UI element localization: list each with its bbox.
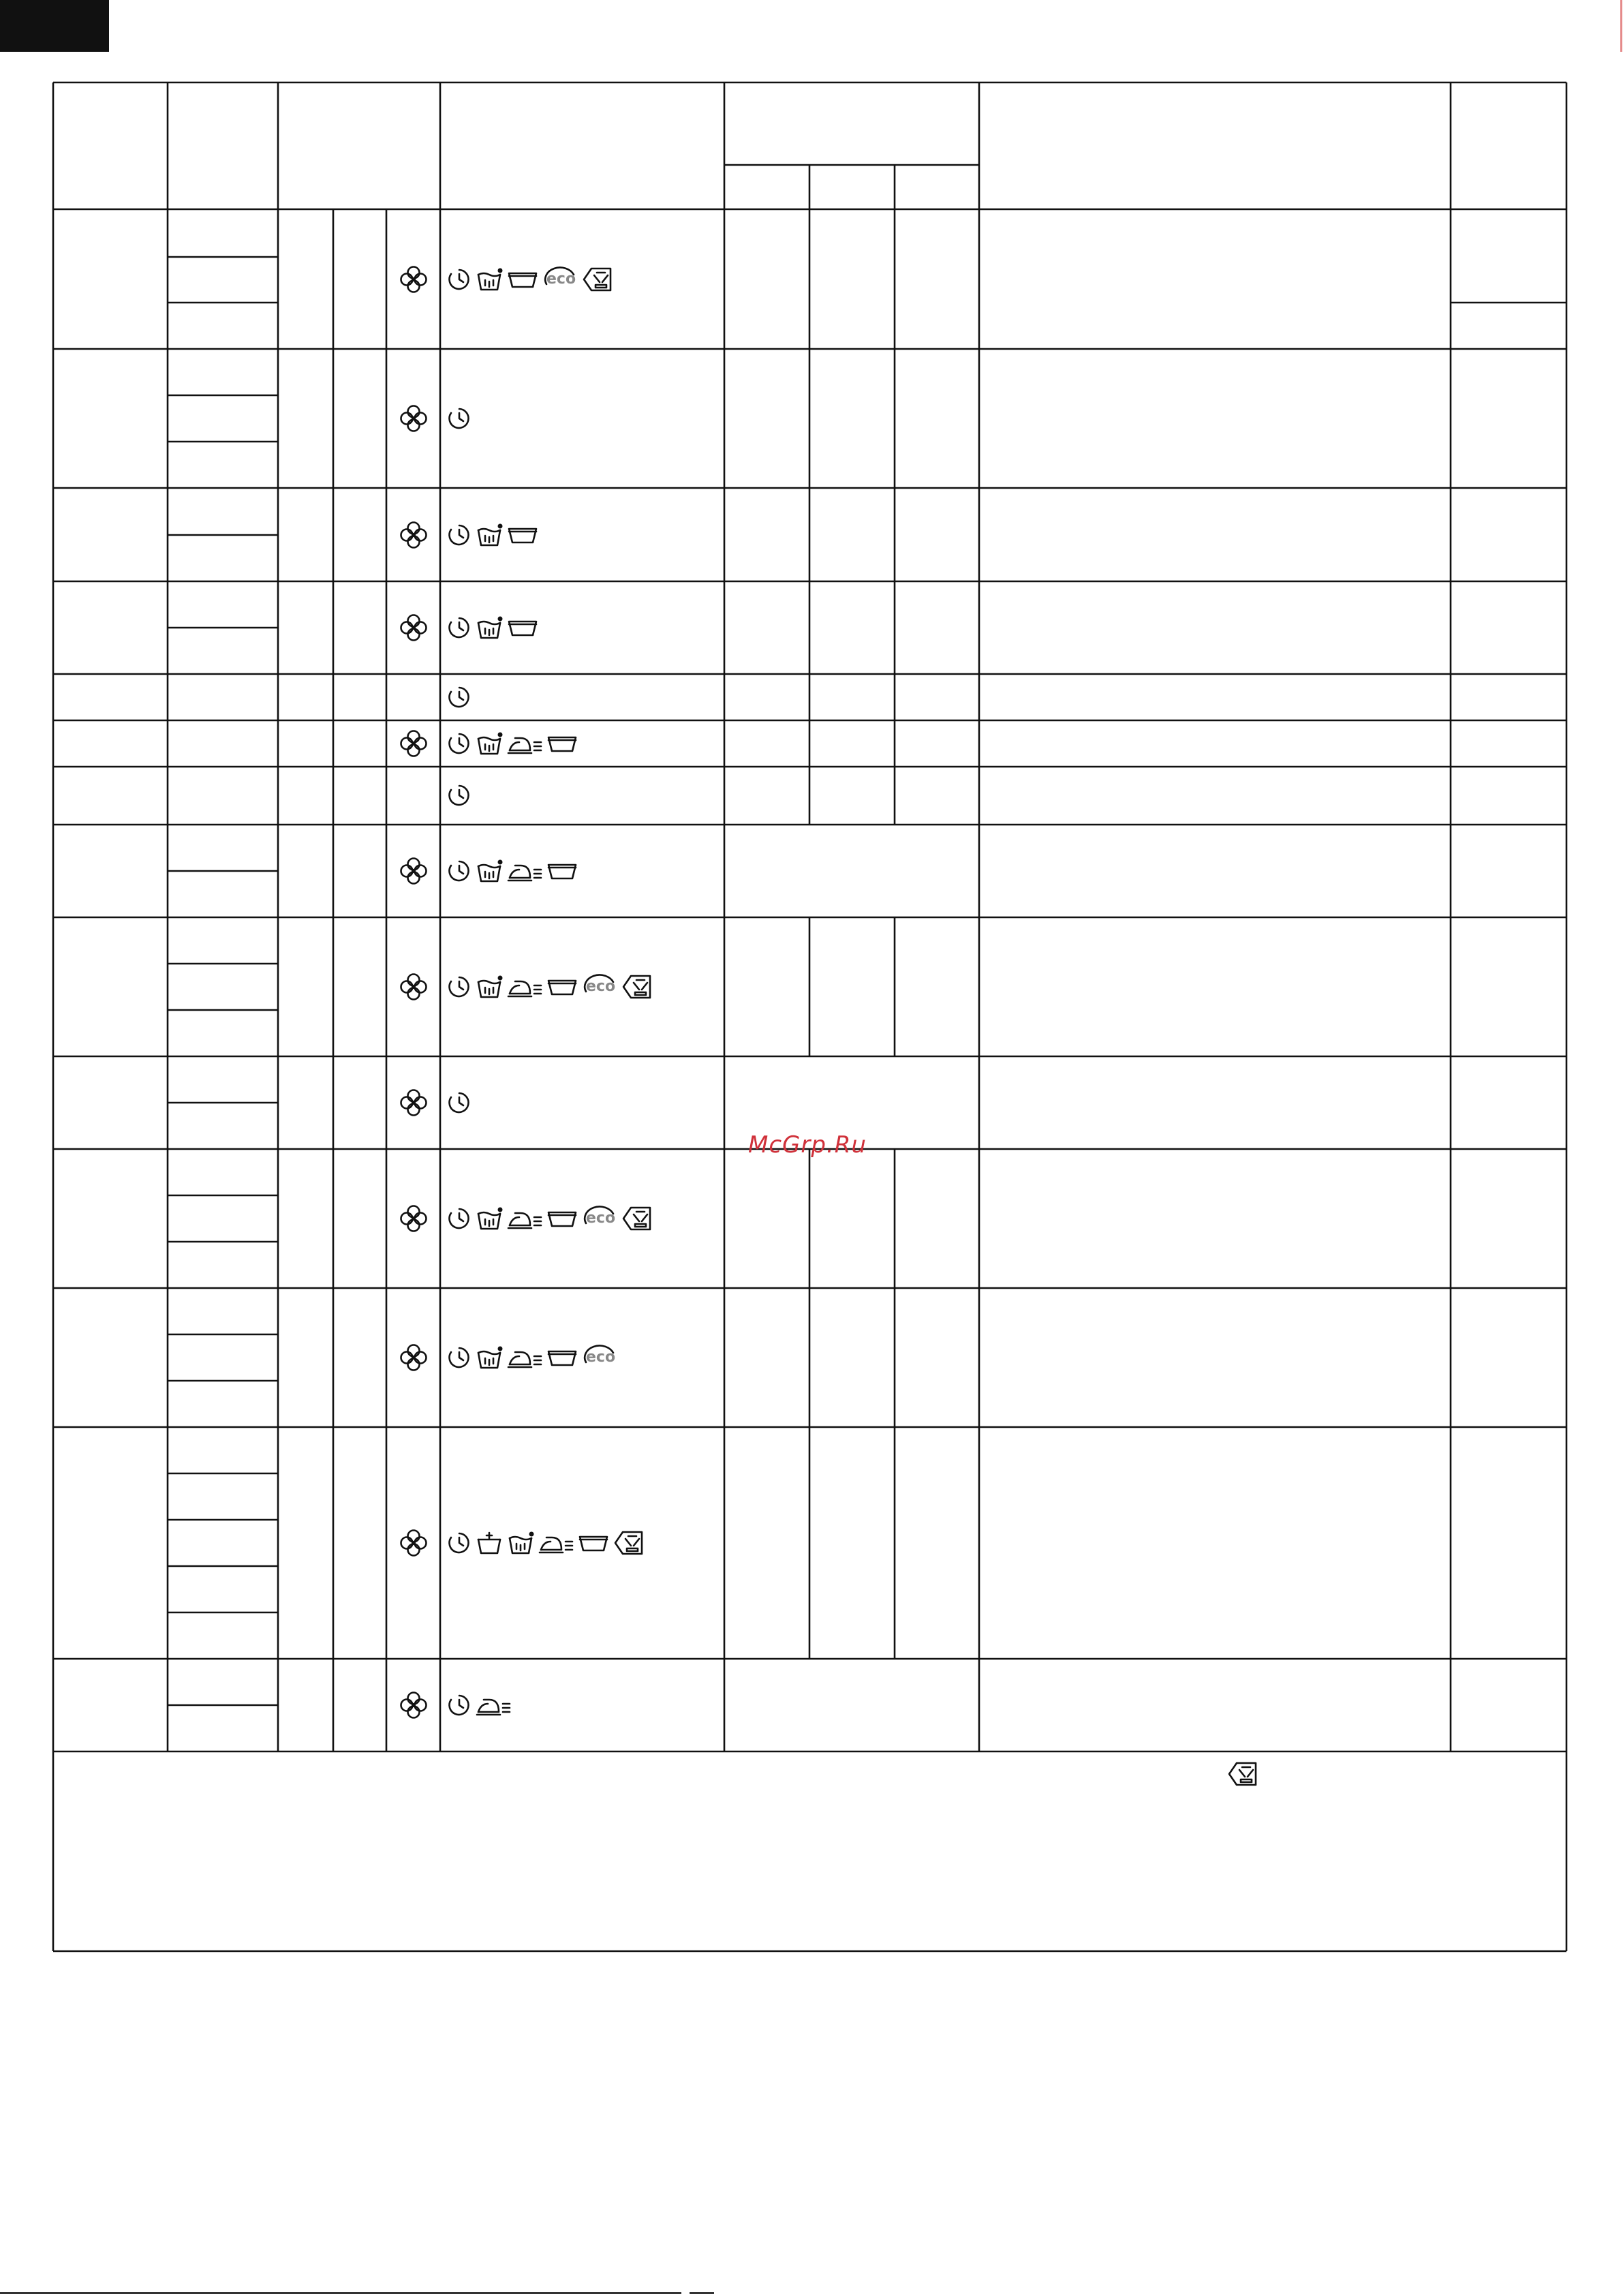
- timer-icon: [447, 859, 472, 883]
- timer-icon: [447, 783, 472, 808]
- fan-icon: [399, 264, 429, 294]
- fan-icon: [399, 1088, 429, 1118]
- option-icons-row: [447, 727, 578, 760]
- timer-icon: [447, 406, 472, 431]
- bottom-rule: [0, 2292, 681, 2294]
- easy-iron-icon: [507, 1208, 542, 1229]
- easy-iron-icon: [507, 1347, 542, 1368]
- extra-rinse-tub-icon: [507, 269, 538, 290]
- fan-icon: [399, 856, 429, 886]
- easy-iron-icon: [507, 733, 542, 754]
- watermark-text: McGrp.Ru: [748, 1131, 867, 1159]
- extra-rinse-tub-icon: [546, 733, 578, 754]
- easy-iron-icon: [507, 976, 542, 998]
- prewash-tub-icon: [476, 974, 503, 1000]
- svg-text:eco: eco: [546, 271, 576, 288]
- tub-plus-icon: [476, 1530, 503, 1556]
- option-icons-row: [447, 611, 538, 644]
- fan-icon: [399, 1690, 429, 1720]
- eco-icon: [582, 1206, 617, 1231]
- steam-icon: [613, 1529, 645, 1557]
- extra-rinse-tub-icon: [507, 617, 538, 638]
- option-icons-row: [447, 402, 472, 435]
- easy-iron-icon: [476, 1694, 511, 1716]
- prewash-tub-icon: [476, 1206, 503, 1231]
- steam-icon: [621, 1205, 653, 1232]
- bottom-rule-short: [690, 2292, 714, 2294]
- eco-icon: [542, 266, 578, 292]
- svg-text:eco: eco: [586, 978, 616, 995]
- timer-icon: [447, 1345, 472, 1370]
- prewash-tub-icon: [476, 1345, 503, 1371]
- prewash-tub-icon: [507, 1530, 534, 1556]
- timer-icon: [447, 1090, 472, 1115]
- timer-icon: [447, 267, 472, 292]
- fan-icon: [399, 613, 429, 643]
- extra-rinse-tub-icon: [578, 1533, 609, 1553]
- svg-text:eco: eco: [586, 1349, 616, 1366]
- option-icons-row: [447, 779, 472, 812]
- fan-icon: [399, 520, 429, 550]
- option-icons-row: [447, 1086, 472, 1119]
- timer-icon: [447, 615, 472, 640]
- extra-rinse-tub-icon: [546, 861, 578, 881]
- timer-icon: [447, 523, 472, 547]
- option-icons-row: [447, 263, 613, 296]
- footer-steam-icon: [1227, 1760, 1258, 1790]
- fan-icon: [399, 1204, 429, 1234]
- prewash-tub-icon: [476, 522, 503, 548]
- fan-icon: [399, 403, 429, 433]
- steam-icon: [582, 266, 613, 293]
- option-icons-row: [447, 681, 472, 714]
- prewash-tub-icon: [476, 858, 503, 884]
- prewash-tub-icon: [476, 731, 503, 756]
- eco-icon: [582, 974, 617, 1000]
- option-icons-row: [447, 519, 538, 551]
- timer-icon: [447, 731, 472, 756]
- option-icons-row: [447, 1341, 617, 1374]
- fan-icon: [399, 1528, 429, 1558]
- steam-icon: [621, 973, 653, 1000]
- fan-icon: [399, 972, 429, 1002]
- timer-icon: [447, 1531, 472, 1555]
- fan-icon: [399, 1343, 429, 1373]
- timer-icon: [447, 975, 472, 999]
- easy-iron-icon: [507, 860, 542, 882]
- fan-icon: [399, 729, 429, 759]
- svg-text:eco: eco: [586, 1210, 616, 1227]
- extra-rinse-tub-icon: [546, 1208, 578, 1229]
- option-icons-row: [447, 1202, 653, 1235]
- option-icons-row: [447, 1527, 645, 1559]
- prewash-tub-icon: [476, 266, 503, 292]
- eco-icon: [582, 1345, 617, 1371]
- option-icons-row: [447, 1689, 511, 1721]
- easy-iron-icon: [538, 1532, 574, 1554]
- timer-icon: [447, 1693, 472, 1717]
- extra-rinse-tub-icon: [507, 525, 538, 545]
- option-icons-row: [447, 855, 578, 887]
- extra-rinse-tub-icon: [546, 1347, 578, 1368]
- prewash-tub-icon: [476, 615, 503, 641]
- option-icons-row: [447, 970, 653, 1003]
- timer-icon: [447, 685, 472, 709]
- extra-rinse-tub-icon: [546, 977, 578, 997]
- timer-icon: [447, 1206, 472, 1231]
